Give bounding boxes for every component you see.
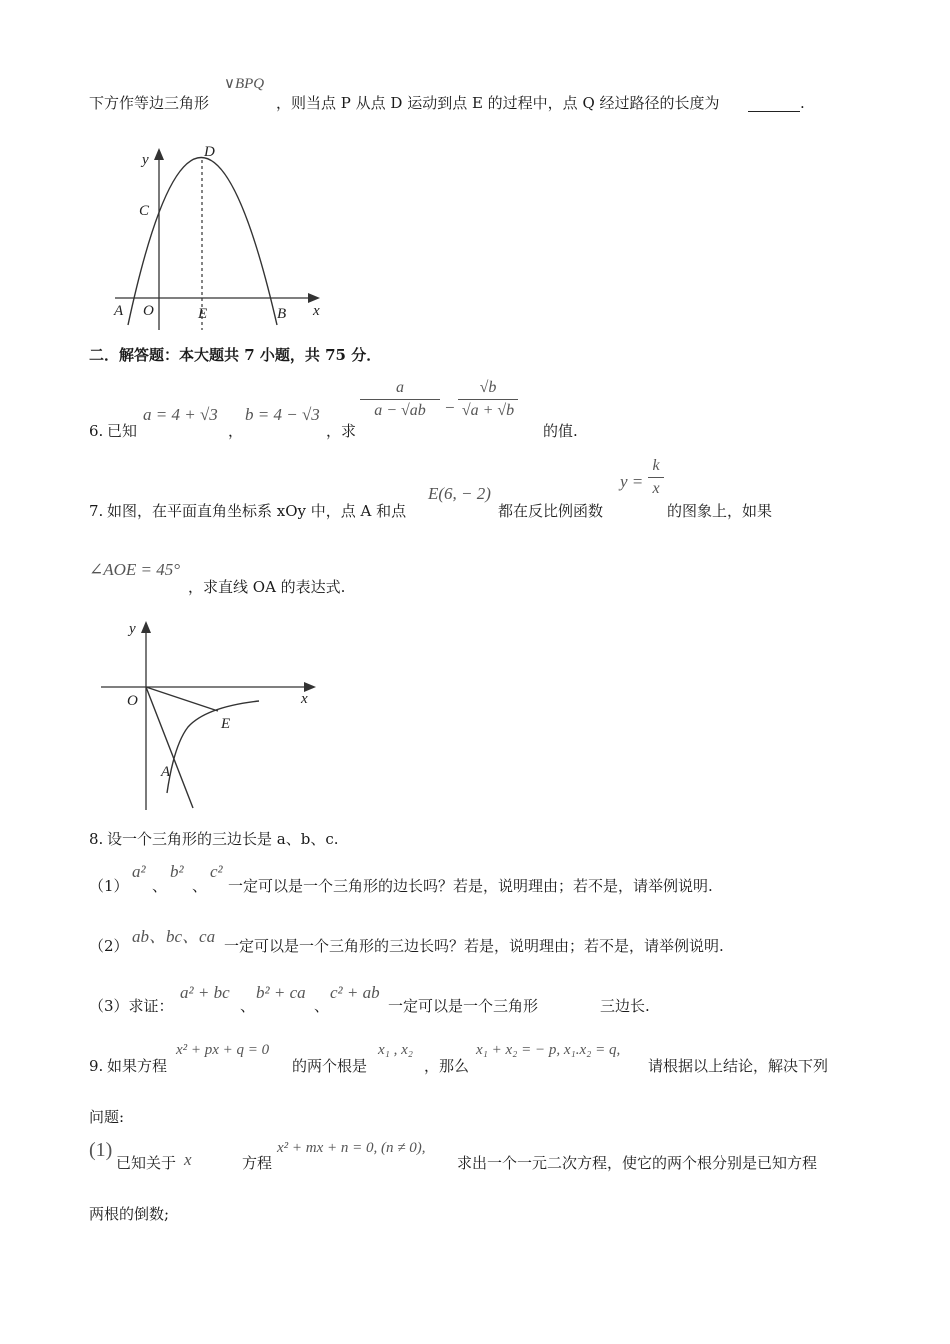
q8-part1-sep2: 、 xyxy=(192,877,208,895)
q9-part1-text2: 方程 xyxy=(242,1154,273,1172)
label-D: D xyxy=(204,144,215,160)
q8-part2-label: （2） xyxy=(89,937,129,955)
parabola-figure xyxy=(110,140,330,330)
label-x: x xyxy=(313,303,320,319)
y-axis-arrow xyxy=(154,148,164,160)
q5-answer-blank: . xyxy=(748,94,805,112)
q9-part1-x: x xyxy=(184,1150,192,1169)
q9-part1-text3: 求出一个一元二次方程，使它的两个根分别是已知方程 xyxy=(457,1154,818,1172)
x-axis-arrow xyxy=(308,293,320,303)
q8-part3-text2: 三边长. xyxy=(600,997,650,1015)
q9-text-post: 请根据以上结论，解决下列 xyxy=(648,1057,829,1075)
q6-text-pre: 已知 xyxy=(107,422,138,440)
q6-a-definition: a = 4 + √3 xyxy=(143,405,218,424)
label-O: O xyxy=(143,303,154,319)
q8-part3-sep2: 、 xyxy=(314,997,330,1015)
q9-text-line2: 问题: xyxy=(89,1108,125,1126)
q8-part2-text: 一定可以是一个三角形的三边长吗？若是，说明理由；若不是，请举例说明. xyxy=(224,937,724,955)
q6-frac2-numerator: √b xyxy=(479,379,497,396)
q6-number: 6. xyxy=(89,422,104,440)
label-B: B xyxy=(277,306,287,322)
q9-equation: x² + px + q = 0 xyxy=(176,1042,270,1058)
q7-text-pre: 如图，在平面直角坐标系 xOy 中，点 A 和点 xyxy=(107,502,407,520)
triangle-bpq-math: ∨BPQ xyxy=(224,76,265,92)
q6-frac2-denominator: √a + √b xyxy=(461,402,515,419)
label-A: A xyxy=(114,303,124,319)
q7-text-mid: 都在反比例函数 xyxy=(498,502,604,520)
q7-text-post: 的图象上，如果 xyxy=(667,502,773,520)
q6-frac1-numerator: a xyxy=(396,379,404,396)
q9-number: 9. xyxy=(89,1057,104,1075)
q9-part1-line2: 两根的倒数; xyxy=(89,1205,170,1223)
q9-part1-equation: x² + mx + n = 0, (n ≠ 0), xyxy=(277,1140,426,1156)
q5-text-post: ，则当点 P 从点 D 运动到点 E 的过程中，点 Q 经过路径的长度为 xyxy=(276,94,720,112)
q8-part2-math: ab、bc、ca xyxy=(132,927,216,946)
q8-part3-text1: 一定可以是一个三角形 xyxy=(388,997,539,1015)
label-x: x xyxy=(301,691,308,707)
q8-part3-expr-b: b² + ca xyxy=(256,983,306,1002)
q8-part1-text: 一定可以是一个三角形的边长吗？若是，说明理由；若不是，请举例说明. xyxy=(228,877,713,895)
q7-text-line2: ，求直线 OA 的表达式. xyxy=(188,578,346,596)
section-title: 二．解答题：本大题共 7 小题，共 75 分． xyxy=(89,346,382,364)
q9-text-mid1: 的两个根是 xyxy=(292,1057,368,1075)
q7-func-denominator: x xyxy=(652,480,660,497)
y-axis-arrow xyxy=(141,621,151,633)
q6-fraction-1 xyxy=(360,378,440,421)
hyperbola-figure xyxy=(96,615,326,815)
hyperbola-curve xyxy=(167,701,259,793)
q5-text-pre: 下方作等边三角形 xyxy=(89,94,210,112)
q8-part3-sep1: 、 xyxy=(240,997,256,1015)
q7-number: 7. xyxy=(89,502,104,520)
q9-part1-text1: 已知关于 xyxy=(116,1154,177,1172)
q9-part1-label: (1) xyxy=(89,1139,113,1161)
q7-angle: ∠AOE = 45° xyxy=(89,560,181,579)
q9-roots: x₁ , x₂ xyxy=(378,1042,413,1058)
q6-b-definition: b = 4 − √3 xyxy=(245,405,320,424)
q7-function-lhs: y = xyxy=(620,472,644,491)
line-OA xyxy=(146,687,193,808)
q6-text-post: 的值. xyxy=(543,422,578,440)
label-E: E xyxy=(198,306,208,322)
q6-frac1-denominator: a − √ab xyxy=(374,402,426,419)
q6-comma1: ， xyxy=(228,422,244,440)
label-E: E xyxy=(221,716,231,732)
label-y: y xyxy=(129,621,136,637)
q8-part1-c-squared: c² xyxy=(210,862,223,881)
q7-point-E: E(6, − 2) xyxy=(428,484,491,503)
q8-stem: 设一个三角形的三边长是 a、b、c. xyxy=(107,830,339,848)
line-OE xyxy=(146,687,218,711)
q8-part1-a-squared: a² xyxy=(132,862,146,881)
q6-fraction-2 xyxy=(458,378,518,421)
q8-number: 8. xyxy=(89,830,104,848)
q8-part3-expr-c: c² + ab xyxy=(330,983,380,1002)
q7-function-fraction xyxy=(648,456,664,499)
label-O: O xyxy=(127,693,138,709)
q8-part3-expr-a: a² + bc xyxy=(180,983,230,1002)
label-y: y xyxy=(142,152,149,168)
q8-part1-label: （1） xyxy=(89,877,129,895)
q9-text-mid2: ，那么 xyxy=(424,1057,470,1075)
label-A: A xyxy=(161,764,171,780)
q8-part3-label: （3）求证： xyxy=(89,997,174,1015)
q8-part1-sep1: 、 xyxy=(152,877,168,895)
q9-text-pre: 如果方程 xyxy=(107,1057,168,1075)
q8-part1-b-squared: b² xyxy=(170,862,184,881)
q7-func-numerator: k xyxy=(652,457,660,474)
q9-vieta-relation: x₁ + x₂ = − p, x₁.x₂ = q, xyxy=(476,1042,621,1058)
q6-text-ask: ，求 xyxy=(326,422,357,440)
q6-minus: − xyxy=(444,398,456,417)
label-C: C xyxy=(139,203,150,219)
